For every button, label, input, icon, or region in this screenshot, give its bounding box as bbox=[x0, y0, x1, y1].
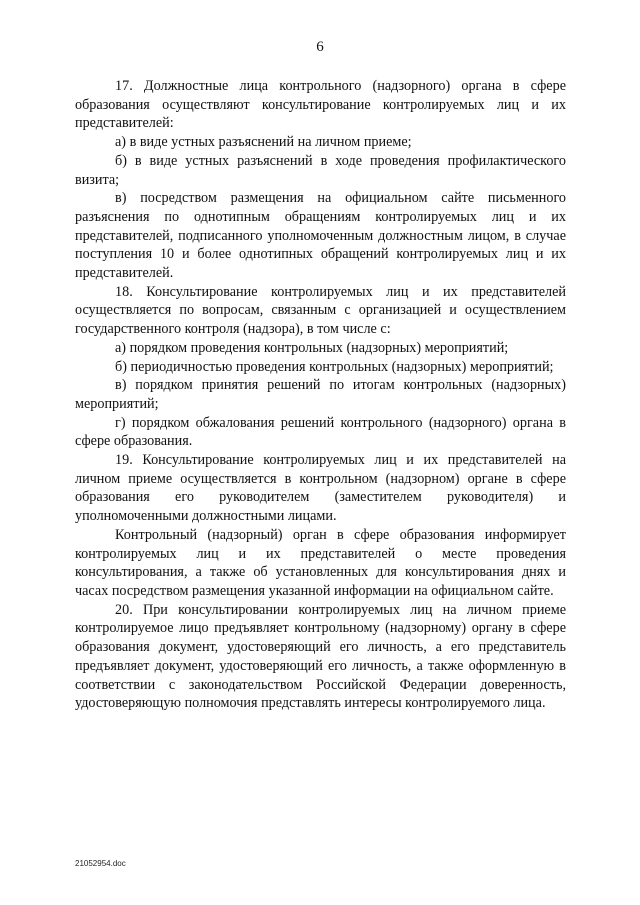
paragraph-17-v: в) посредством размещения на официальном сайте письменного разъяснения по однотипным обращениям контролируемых лиц и их представителей, подписанного уполномоченным должностным лицом, в случае поступления 10 и более однотипных обращений контролируемых лиц и их представителей. bbox=[75, 190, 566, 282]
paragraph-18: 18. Консультирование контролируемых лиц и их представителей осуществляется по вопросам, связанным с организацией и осуществлением государственного контроля (надзора), в том числе с: bbox=[75, 283, 566, 338]
document-body bbox=[75, 77, 566, 713]
document-file-code: 21052954.doc bbox=[75, 859, 126, 868]
paragraph-19-info: Контрольный (надзорный) орган в сфере образования информирует контролируемых лиц и их представителей о месте проведения консультирования, а также об установленных для консультирования днях и часах посредством размещения указанной информации на официальном сайте. bbox=[75, 526, 566, 599]
paragraph-18-a: а) порядком проведения контрольных (надзорных) мероприятий; bbox=[115, 339, 509, 356]
paragraph-18-b: б) периодичностью проведения контрольных (надзорных) мероприятий; bbox=[115, 358, 554, 375]
paragraph-17: 17. Должностные лица контрольного (надзорного) органа в сфере образования осуществляют консультирование контролируемых лиц и их представителей: bbox=[75, 78, 566, 132]
paragraph-17-a: а) в виде устных разъяснений на личном приеме; bbox=[115, 134, 412, 151]
paragraph-19: 19. Консультирование контролируемых лиц и их представителей на личном приеме осуществляется в контрольном (надзорном) органе в сфере образования его руководителем (заместителем руководителя) и уполномоченными должностными лицами. bbox=[75, 452, 566, 525]
page-number: 6 bbox=[316, 39, 324, 55]
paragraph-20: 20. При консультировании контролируемых лиц на личном приеме контролируемое лицо предъявляет контрольному (надзорному) органу в сфере образования документ, удостоверяющий его личность, а его представитель предъявляет документ, удостоверяющий его личность, а также оформленную в соответствии с законодательством Российской Федерации доверенность, удостоверяющую полномочия представлять интересы контролируемого лица. bbox=[75, 601, 566, 712]
paragraph-18-g: г) порядком обжалования решений контрольного (надзорного) органа в сфере образования. bbox=[75, 414, 566, 450]
paragraph-18-v: в) порядком принятия решений по итогам контрольных (надзорных) мероприятий; bbox=[75, 377, 566, 412]
paragraph-17-b: б) в виде устных разъяснений в ходе проведения профилактического визита; bbox=[75, 152, 566, 188]
